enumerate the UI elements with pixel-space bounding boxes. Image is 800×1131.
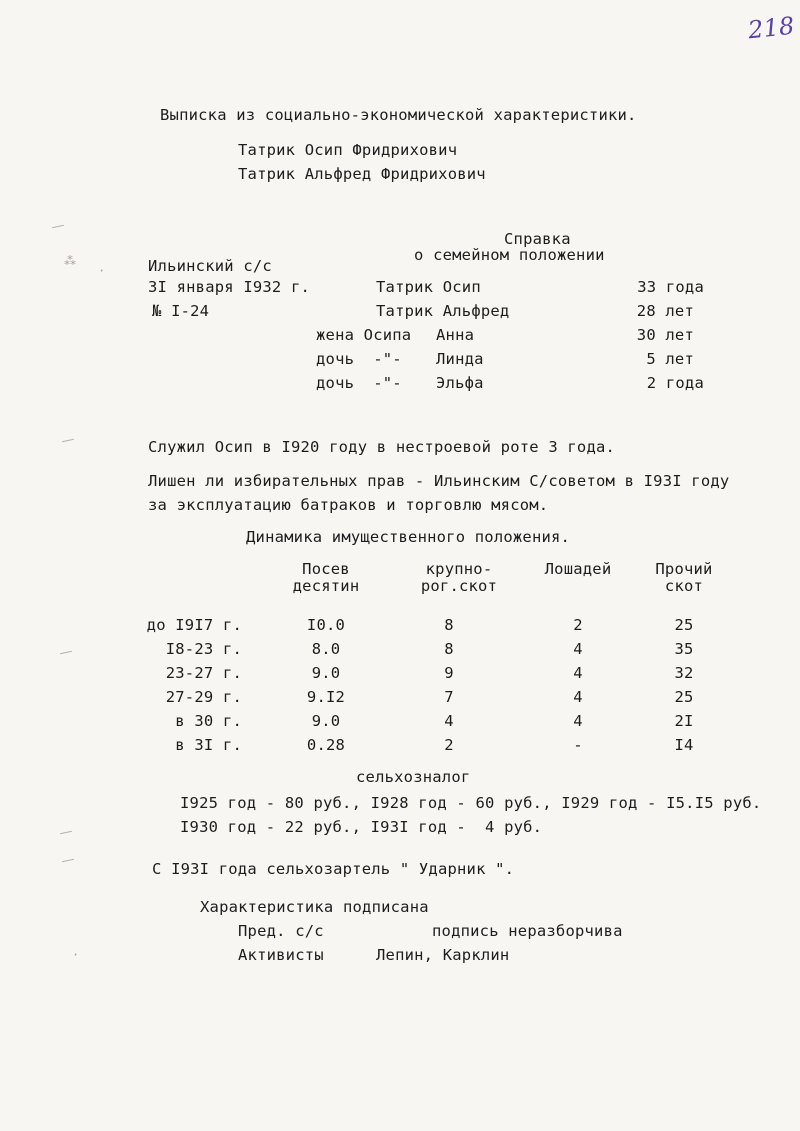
sown-cell: I0.0 [306, 616, 346, 634]
family-name: Анна [436, 326, 475, 344]
column-header-horses: Лошадей [544, 560, 612, 578]
horses-cell: 4 [573, 712, 583, 730]
family-name: Татрик Осип [376, 278, 481, 296]
family-age: 33 года [637, 278, 704, 296]
margin-mark [60, 651, 72, 654]
other-cell: 2I [674, 712, 694, 730]
tax-line: I925 год - 80 руб., I928 год - 60 руб., I929 год - I5.I5 руб. [180, 794, 762, 812]
dynamics-title: Динамика имущественного положения. [246, 528, 571, 546]
family-age: 5 лет [646, 350, 694, 368]
horses-cell: 4 [573, 688, 583, 706]
disenfranchisement-line: Лишен ли избирательных прав - Ильинским С/советом в I93I году [148, 472, 730, 490]
horses-cell: - [573, 736, 583, 754]
period-cell: в 30 г. [175, 712, 242, 730]
margin-mark [62, 439, 74, 442]
person-name: Татрик Альфред Фридрихович [238, 165, 486, 183]
family-name: Эльфа [436, 374, 484, 392]
activists-label: Активисты [238, 946, 324, 964]
column-header-sown: десятин [292, 577, 360, 595]
family-age: 28 лет [636, 302, 694, 320]
column-header-cattle: крупно- [425, 560, 493, 578]
certificate-number: № I-24 [152, 302, 210, 320]
service-note: Служил Осип в I920 году в нестроевой роте 3 года. [148, 438, 616, 456]
column-header-other: скот [664, 577, 704, 595]
other-cell: I4 [674, 736, 694, 754]
period-cell: 23-27 г. [165, 664, 242, 682]
sown-cell: 9.0 [311, 712, 341, 730]
sown-cell: 9.I2 [306, 688, 346, 706]
cattle-cell: 9 [444, 664, 454, 682]
period-cell: до I9I7 г. [146, 616, 242, 634]
tax-line: I930 год - 22 руб., I93I год - 4 руб. [180, 818, 543, 836]
certificate-heading: Справка [504, 230, 571, 248]
signature-heading: Характеристика подписана [200, 898, 429, 916]
cattle-cell: 4 [444, 712, 454, 730]
certificate-subheading: о семейном положении [414, 246, 605, 264]
period-cell: 27-29 г. [165, 688, 242, 706]
cattle-cell: 8 [444, 640, 454, 658]
family-age: 30 лет [636, 326, 694, 344]
margin-speck: ⁂ [64, 254, 77, 268]
chair-label: Пред. с/с [238, 922, 324, 940]
chair-signature: подпись неразборчива [432, 922, 623, 940]
family-name: Татрик Альфред [376, 302, 510, 320]
column-header-cattle: рог.скот [420, 577, 498, 595]
sown-cell: 8.0 [311, 640, 341, 658]
certificate-date: 3I января I932 г. [148, 278, 311, 296]
disenfranchisement-reason: за эксплуатацию батраков и торговлю мясом. [148, 496, 549, 514]
margin-speck: · [72, 948, 80, 962]
column-header-other: Прочий [655, 560, 713, 578]
activists-names: Лепин, Карклин [376, 946, 510, 964]
family-relation: дочь -"- [316, 350, 402, 368]
period-cell: в 3I г. [175, 736, 242, 754]
document-title: Выписка из социально-экономической характеристики. [160, 106, 637, 124]
tax-heading: сельхозналог [356, 768, 471, 786]
family-age: 2 года [646, 374, 704, 392]
margin-mark [52, 225, 64, 228]
horses-cell: 4 [573, 664, 583, 682]
artel-note: С I93I года сельхозартель " Ударник ". [152, 860, 515, 878]
other-cell: 35 [674, 640, 694, 658]
margin-speck: · [98, 264, 106, 278]
margin-mark [62, 859, 74, 862]
column-header-sown: Посев [302, 560, 350, 578]
sown-cell: 0.28 [306, 736, 346, 754]
margin-mark [60, 831, 72, 834]
cattle-cell: 8 [444, 616, 454, 634]
family-relation: жена Осипа [316, 326, 412, 344]
period-cell: I8-23 г. [165, 640, 242, 658]
cattle-cell: 7 [444, 688, 454, 706]
horses-cell: 4 [573, 640, 583, 658]
person-name: Татрик Осип Фридрихович [238, 141, 458, 159]
horses-cell: 2 [573, 616, 583, 634]
family-name: Линда [436, 350, 484, 368]
sown-cell: 9.0 [311, 664, 341, 682]
family-relation: дочь -"- [316, 374, 402, 392]
other-cell: 32 [674, 664, 694, 682]
village-council: Ильинский с/с [148, 257, 272, 275]
cattle-cell: 2 [444, 736, 454, 754]
other-cell: 25 [674, 616, 694, 634]
other-cell: 25 [674, 688, 694, 706]
archive-page-number: 218 [746, 11, 796, 45]
